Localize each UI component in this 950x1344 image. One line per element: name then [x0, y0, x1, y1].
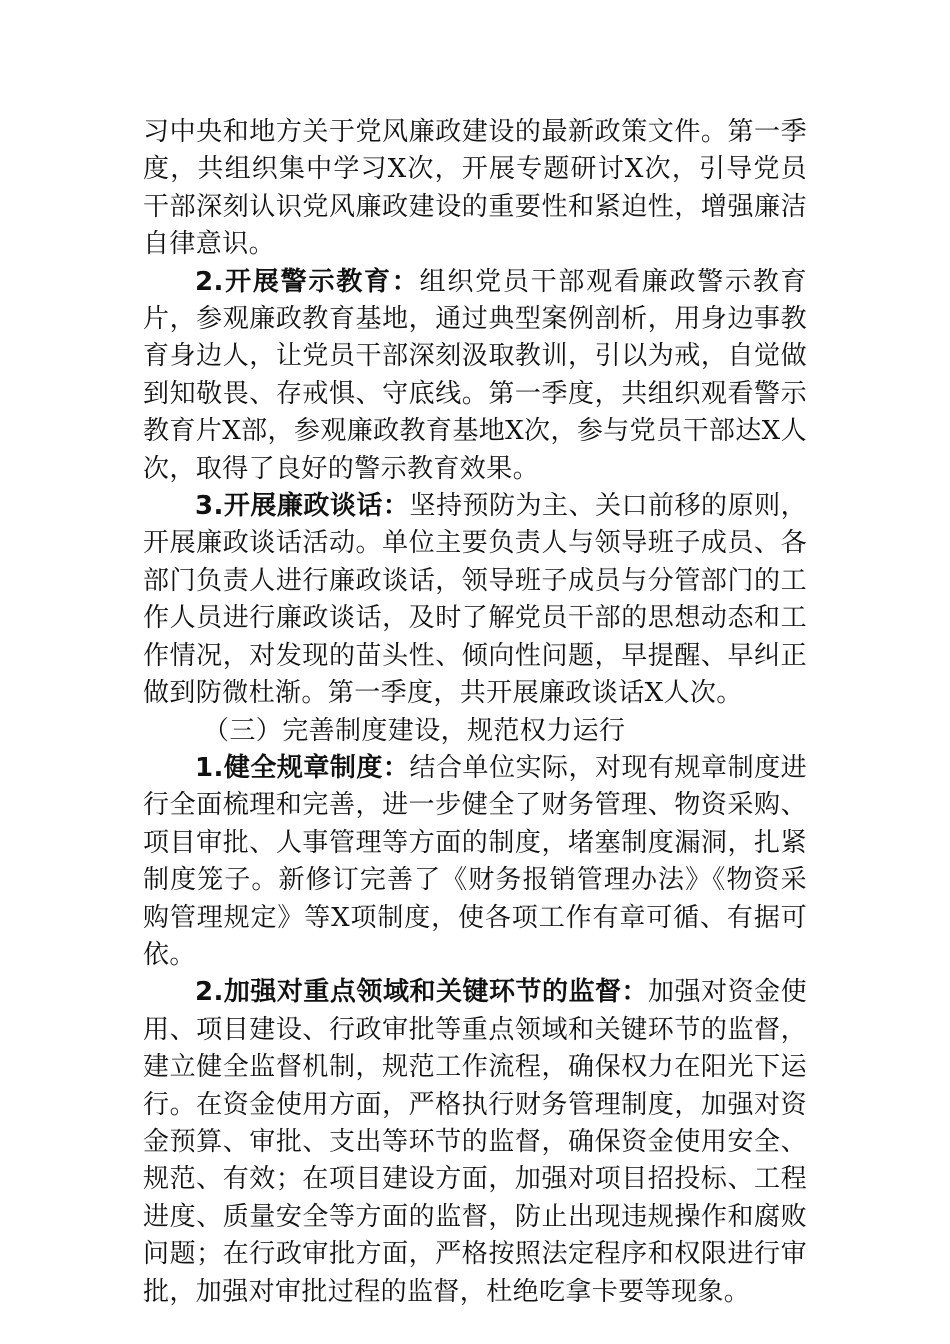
paragraph-lead: 1.健全规章制度： [195, 752, 410, 783]
paragraph-text: 组织党员干部观看廉政警示教育片，参观廉政教育基地，通过典型案例剖析，用身边事教育身边人，让党员干部深刻汲取教训，引以为戒，自觉做到知敬畏、存戒惧、守底线。第一季度，共组织观看警示教育片X部，参观廉政教育基地X次，参与党员干部达X人次，取得了良好的警示教育效果。 [143, 266, 807, 484]
paragraph-supervision [143, 974, 807, 1311]
paragraph-text: 坚持预防为主、关口前移的原则，开展廉政谈话活动。单位主要负责人与领导班子成员、各部门负责人进行廉政谈话，领导班子成员与分管部门的工作人员进行廉政谈话，及时了解党员干部的思想动态和工作情况，对发现的苗头性、倾向性问题，早提醒、早纠正做到防微杜渐。第一季度，共开展廉政谈话X人次。 [143, 491, 807, 709]
paragraph-lead: 2.开展警示教育： [195, 266, 420, 297]
section-heading: （三）完善制度建设，规范权力运行 [203, 715, 626, 746]
paragraph-text: 习中央和地方关于党风廉政建设的最新政策文件。第一季度，共组织集中学习X次，开展专题研讨X次，引导党员干部深刻认识党风廉政建设的重要性和紧迫性，增强廉洁自律意识。 [143, 117, 807, 260]
paragraph-integrity-talks [143, 488, 807, 712]
paragraph-warning-education [143, 264, 807, 488]
paragraph-text: 加强对资金使用、项目建设、行政审批等重点领域和关键环节的监督，建立健全监督机制，规范工作流程，确保权力在阳光下运行。在资金使用方面，严格执行财务管理制度，加强对资金预算、审批、支出等环节的监督，确保资金使用安全、规范、有效；在项目建设方面，加强对项目招投标、工程进度、质量安全等方面的监督，防止出现违规操作和腐败问题；在行政审批方面，严格按照法定程序和权限进行审批，加强对审批过程的监督，杜绝吃拿卡要等现象。 [143, 977, 807, 1307]
paragraph-continuation [143, 114, 807, 264]
paragraph-lead: 3.开展廉政谈话： [195, 491, 410, 522]
paragraph-rules [143, 750, 807, 974]
document-body [143, 114, 807, 1311]
paragraph-text: 结合单位实际，对现有规章制度进行全面梳理和完善，进一步健全了财务管理、物资采购、项目审批、人事管理等方面的制度，堵塞制度漏洞，扎紧制度笼子。新修订完善了《财务报销管理办法》《物资采购管理规定》等X项制度，使各项工作有章可循、有据可依。 [143, 752, 807, 970]
paragraph-lead: 2.加强对重点领域和关键环节的监督： [195, 977, 649, 1008]
